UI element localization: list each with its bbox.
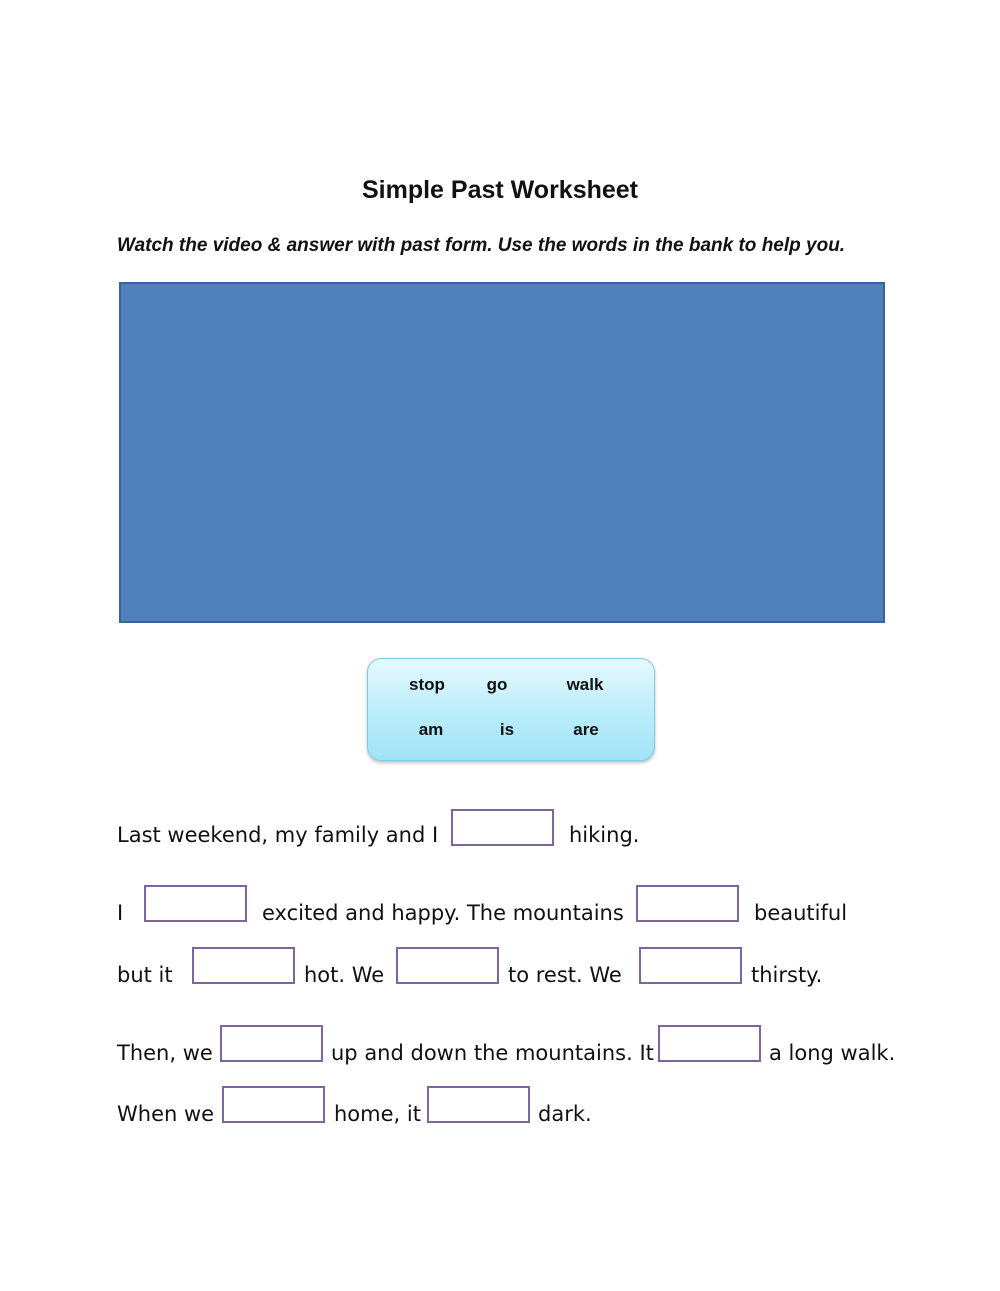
word-bank	[367, 658, 655, 761]
sentence-text: Last weekend, my family and I	[117, 823, 439, 847]
sentence-text: home, it	[334, 1102, 421, 1126]
sentence-text: excited and happy. The mountains	[262, 901, 624, 925]
sentence-text: Then, we	[117, 1041, 213, 1065]
sentence-text: dark.	[538, 1102, 592, 1126]
word-bank-item: is	[499, 720, 515, 739]
sentence-text: When we	[117, 1102, 215, 1126]
sentence-text: a long walk.	[769, 1041, 896, 1065]
sentence-text: up and down the mountains. It	[331, 1041, 654, 1065]
instructions-text: Watch the video & answer with past form. Use the words in the bank to help you.	[117, 235, 846, 256]
answer-blank-5[interactable]	[396, 947, 499, 984]
sentence-text: but it	[117, 963, 173, 987]
word-bank-item: stop	[409, 675, 445, 694]
word-bank-item: am	[418, 720, 444, 739]
answer-blank-2[interactable]	[144, 885, 247, 922]
answer-blank-8[interactable]	[658, 1025, 761, 1062]
sentence-text: I	[117, 901, 124, 925]
answer-blank-10[interactable]	[427, 1086, 530, 1123]
sentence-text: hot. We	[304, 963, 385, 987]
answer-blank-9[interactable]	[222, 1086, 325, 1123]
word-bank-item: are	[573, 720, 599, 739]
answer-blank-1[interactable]	[451, 809, 554, 846]
word-bank-item: go	[486, 675, 508, 694]
word-bank-item: walk	[566, 675, 604, 694]
sentence-text: hiking.	[569, 823, 640, 847]
video-player[interactable]	[119, 282, 885, 623]
sentence-text: thirsty.	[751, 963, 823, 987]
worksheet-title: Simple Past Worksheet	[361, 176, 639, 204]
sentence-text: to rest. We	[508, 963, 622, 987]
answer-blank-4[interactable]	[192, 947, 295, 984]
answer-blank-6[interactable]	[639, 947, 742, 984]
sentence-text: beautiful	[754, 901, 848, 925]
answer-blank-3[interactable]	[636, 885, 739, 922]
answer-blank-7[interactable]	[220, 1025, 323, 1062]
